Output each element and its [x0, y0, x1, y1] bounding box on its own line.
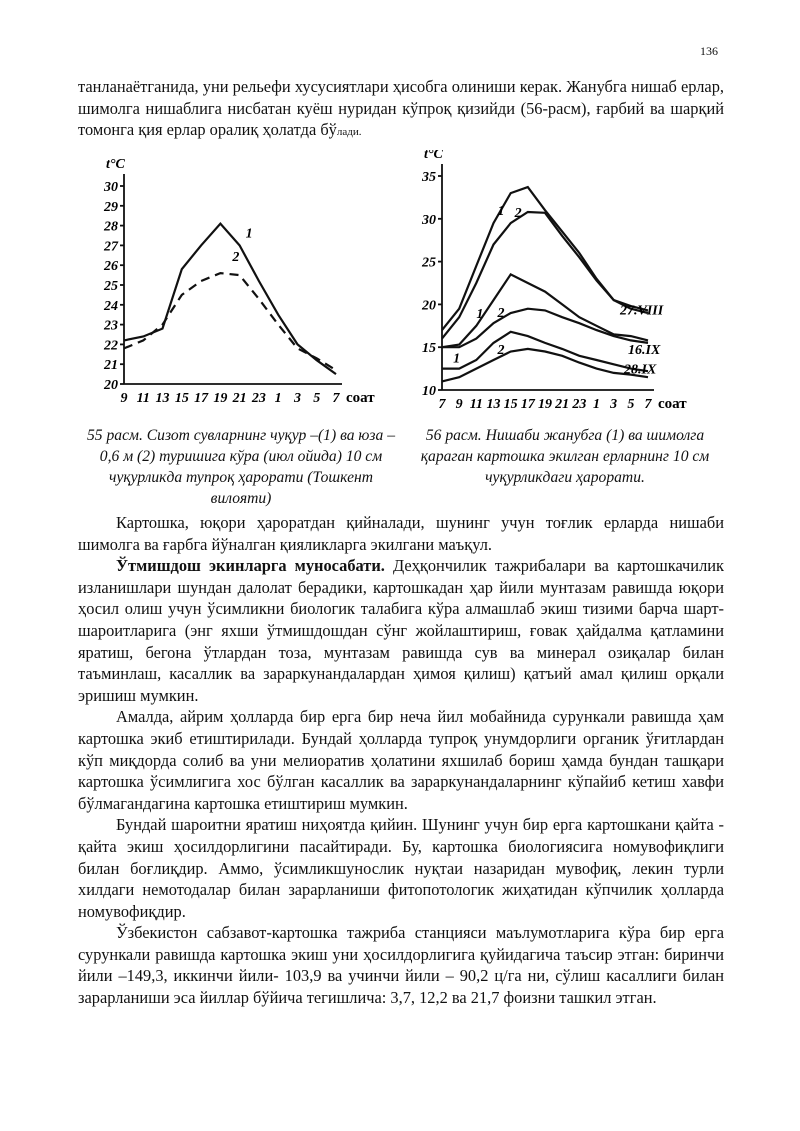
y-tick-label: 28 — [104, 219, 118, 235]
series-label: 2 — [497, 306, 505, 322]
series-line — [124, 273, 336, 370]
series-label: 1 — [497, 204, 505, 220]
paragraph-2-text: Деҳқончилик тажрибалари ва картошкачилик изланишлари шундан далолат берадики, картошкадан ҳар йили мунтазам равишда юқори ҳосил олиш учун ўсимликни биологик талабига кўра алмашлаб экиш тизими барча шарт-шароитларига (энг яхши ўтмишдошдан сўнг жойлаштириш, ғовак ҳайдалма қатламини яратиш, бегона ўтлардан тоза, мунтазам равишда сув ва минерал озиқалар билан таъминлаш, касаллик ва зараркунандалардан ҳимоя қилиш) қатъий амал қилиш орқали эришиш мумкин. — [78, 556, 724, 705]
x-tick-label: 17 — [194, 391, 209, 406]
x-tick-label: 23 — [251, 391, 266, 406]
x-tick-label: 1 — [274, 391, 282, 406]
group-label: 28.IX — [624, 362, 657, 378]
x-tick-label: 23 — [572, 397, 587, 412]
y-tick-label: 10 — [422, 384, 436, 399]
x-tick-label: 15 — [174, 391, 189, 406]
paragraph-2 — [78, 555, 724, 706]
series-line — [442, 187, 648, 330]
y-tick-label: 27 — [104, 239, 118, 255]
y-tick-label: 15 — [422, 341, 436, 357]
x-axis-label: соат — [346, 390, 375, 406]
x-tick-label: 9 — [455, 397, 463, 412]
series-label: 2 — [497, 343, 505, 359]
x-tick-label: 9 — [120, 391, 128, 406]
y-tick-label: 30 — [422, 212, 436, 228]
paragraph-1: Картошка, юқори ҳароратдан қийналади, шунинг учун тоғлик ерларда нишаби шимолга ва ғарбга йўналган қияликларга экилгани маъқул. — [78, 513, 724, 554]
figure-55-chart — [88, 150, 388, 420]
y-tick-label: 24 — [104, 298, 118, 314]
figure-56-chart — [410, 150, 720, 420]
group-label: 27.VIII — [620, 303, 664, 319]
y-tick-label: 21 — [104, 358, 118, 374]
x-tick-label: 5 — [313, 391, 321, 406]
paragraph-5: Ўзбекистон сабзавот-картошка тажриба станцияси маълумотларига кўра бир ерга сурункали равишда картошка экиш уни ҳосилдорлигига қуйидагича таъсир этган: биринчи йили –149,3, иккинчи йили- 103,9 ва учинчи йили – 90,2 ц/га ни, сўлиш касаллиги билан зарарланиши эса йиллар бўйича тегишлича: 3,7, 12,2 ва 21,7 фоизни ташкил этган. — [78, 923, 724, 1008]
series-label: 1 — [476, 306, 484, 322]
body-text — [78, 512, 724, 1009]
x-tick-label: 15 — [503, 397, 518, 412]
paragraph-3: Амалда, айрим ҳолларда бир ерга бир неча йил мобайнида сурункали равишда ҳам картошка экиб етиштирилади. Бундай ҳолларда тупроқ унумдорлиги органик ўғитлардан кўп миқдорда солиб ва уни мелиоратив ҳолатини яхшилаб бориш ҳамда бундан ташқари картошка ўсимлигига хос бўлган касаллик ва зараркунандаларнинг кўпайиб кетиш хавфи бўлмагандагина картошка етиштириш мумкин. — [78, 707, 724, 813]
x-tick-label: 7 — [438, 397, 446, 412]
x-tick-label: 7 — [644, 397, 652, 412]
y-tick-label: 25 — [104, 279, 118, 294]
y-axis-label: t°C — [424, 150, 443, 162]
y-tick-label: 30 — [104, 180, 118, 195]
y-tick-label: 23 — [104, 318, 118, 334]
series-label: 1 — [453, 351, 461, 367]
x-tick-label: 21 — [232, 391, 247, 406]
y-tick-label: 29 — [104, 199, 118, 215]
x-axis-label: соат — [658, 396, 687, 412]
x-tick-label: 19 — [538, 397, 552, 412]
x-tick-label: 21 — [555, 397, 570, 412]
series-label: 2 — [514, 206, 522, 222]
x-tick-label: 3 — [293, 391, 301, 406]
y-tick-label: 22 — [104, 338, 118, 354]
x-tick-label: 17 — [520, 397, 535, 412]
x-tick-label: 19 — [213, 391, 228, 406]
figure-55-caption: 55 расм. Сизот сувларнинг чуқур –(1) ва юза – 0,6 м (2) туришига кўра (июл ойида) 10 см чуқурликда тупроқ ҳарорати (Тошкент вилояти) — [87, 427, 395, 507]
figure-55 — [88, 150, 388, 425]
intro-text: танланаётганида, уни рельефи хусусиятлари ҳисобга олиниши керак. Жанубга нишаб ерлар, шимолга нишаблига нисбатан куёш нуридан кўпроқ қизийди (56-расм), ғарбий ва шарқий томонга қия ерлар оралиқ ҳолатда бў — [78, 77, 724, 140]
y-tick-label: 26 — [104, 259, 118, 275]
series-label: 2 — [232, 250, 240, 266]
section-heading: Ўтмишдош экинларга муносабати. — [116, 556, 385, 576]
y-axis-label: t°C — [106, 157, 125, 172]
group-label: 16.IX — [628, 343, 661, 359]
paragraph-4: Бундай шароитни яратиш ниҳоятда қийин. Шунинг учун бир ерга картошкани қайта - қайта экиш ҳосилдорлигини пасайтиради. Бу, картошка биологиясига номувофиқлиги билан боғлиқдир. Аммо, ўсимликшунослик нуқтаи назаридан мувофиқ, лекин турли хилдаги немотодалар билан зарарланиши фитопотологик жиҳатидан кўпчилик ҳолларда номувофиқдир. — [78, 815, 724, 921]
y-tick-label: 20 — [104, 378, 118, 393]
series-label: 1 — [245, 226, 253, 242]
x-tick-label: 13 — [155, 391, 170, 406]
x-tick-label: 13 — [486, 397, 501, 412]
page-number: 136 — [700, 44, 718, 58]
y-tick-label: 20 — [422, 298, 436, 314]
x-tick-label: 5 — [627, 397, 635, 412]
x-tick-label: 7 — [332, 391, 340, 406]
x-tick-label: 3 — [610, 397, 618, 412]
figure-56 — [410, 150, 720, 425]
intro-text-small: лади. — [336, 126, 362, 139]
intro-paragraph — [78, 76, 724, 144]
x-tick-label: 1 — [593, 397, 600, 412]
x-tick-label: 11 — [136, 391, 150, 406]
y-tick-label: 35 — [422, 170, 436, 185]
figure-56-caption: 56 расм. Нишаби жанубга (1) ва шимолга қараган картошка экилган ерларнинг 10 см чуқурликдаги ҳарорати. — [420, 427, 710, 486]
y-tick-label: 25 — [422, 255, 436, 271]
x-tick-label: 11 — [469, 397, 483, 412]
